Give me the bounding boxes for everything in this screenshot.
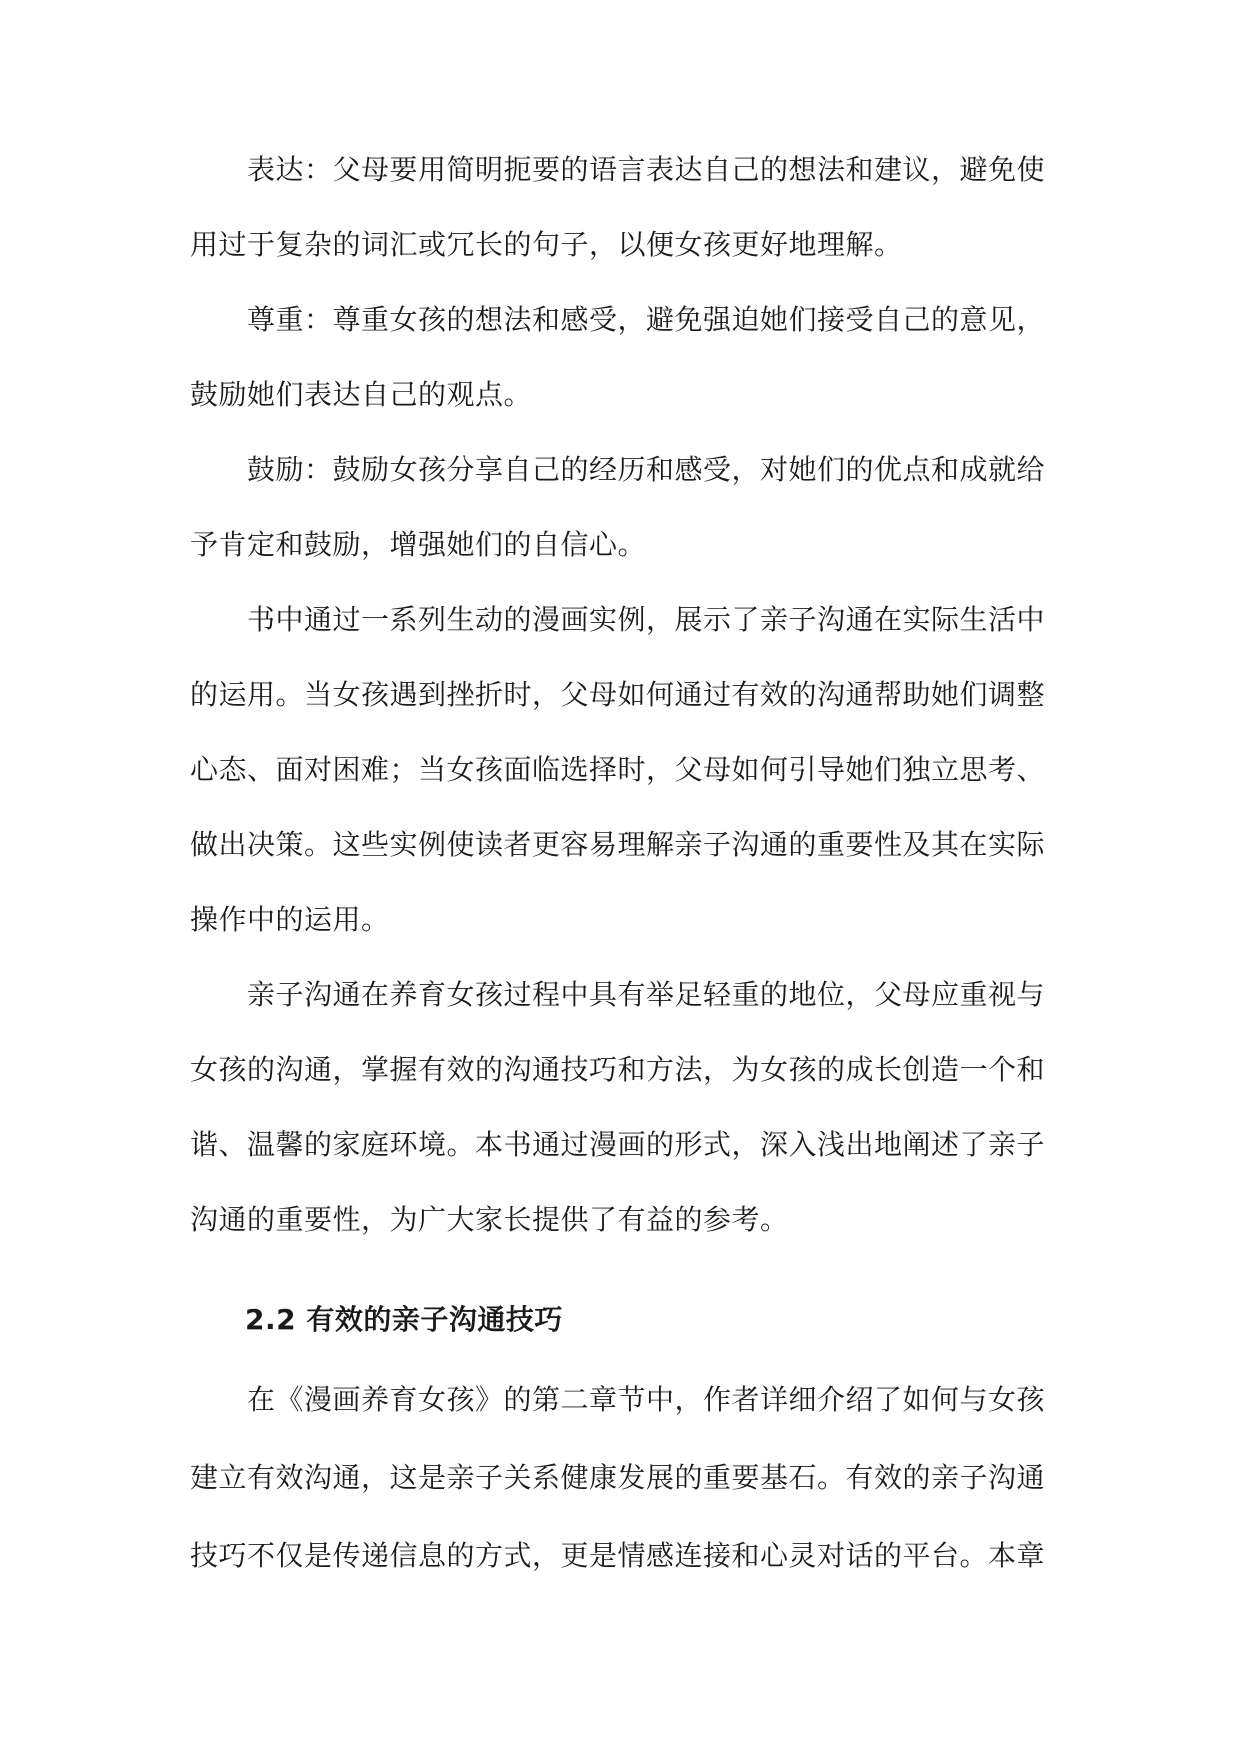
text-line: 予肯定和鼓励，增强她们的自信心。: [190, 528, 647, 561]
text-line: 做出决策。这些实例使读者更容易理解亲子沟通的重要性及其在实际: [190, 828, 1046, 861]
text-line: 心态、面对困难；当女孩面临选择时，父母如何引导她们独立思考、: [190, 753, 1046, 786]
text-line: 书中通过一系列生动的漫画实例，展示了亲子沟通在实际生活中: [247, 603, 1046, 636]
text-line: 在《漫画养育女孩》的第二章节中，作者详细介绍了如何与女孩: [247, 1383, 1046, 1416]
text-line: 亲子沟通在养育女孩过程中具有举足轻重的地位，父母应重视与: [247, 978, 1046, 1011]
text-line: 鼓励她们表达自己的观点。: [190, 378, 533, 411]
text-line: 建立有效沟通，这是亲子关系健康发展的重要基石。有效的亲子沟通: [190, 1461, 1046, 1494]
text-line: 谐、温馨的家庭环境。本书通过漫画的形式，深入浅出地阐述了亲子: [190, 1128, 1046, 1161]
text-line: 女孩的沟通，掌握有效的沟通技巧和方法，为女孩的成长创造一个和: [190, 1053, 1046, 1086]
text-line: 尊重：尊重女孩的想法和感受，避免强迫她们接受自己的意见，: [247, 303, 1046, 336]
text-line: 鼓励：鼓励女孩分享自己的经历和感受，对她们的优点和成就给: [247, 453, 1046, 486]
text-line: 沟通的重要性，为广大家长提供了有益的参考。: [190, 1203, 789, 1236]
text-line: 的运用。当女孩遇到挫折时，父母如何通过有效的沟通帮助她们调整: [190, 678, 1046, 711]
text-line: 用过于复杂的词汇或冗长的句子，以便女孩更好地理解。: [190, 228, 903, 261]
text-line: 表达：父母要用简明扼要的语言表达自己的想法和建议，避免使: [247, 153, 1046, 186]
text-line: 操作中的运用。: [190, 903, 390, 936]
text-line: 技巧不仅是传递信息的方式，更是情感连接和心灵对话的平台。本章: [190, 1539, 1046, 1572]
section-heading: 2.2 有效的亲子沟通技巧: [245, 1303, 563, 1336]
